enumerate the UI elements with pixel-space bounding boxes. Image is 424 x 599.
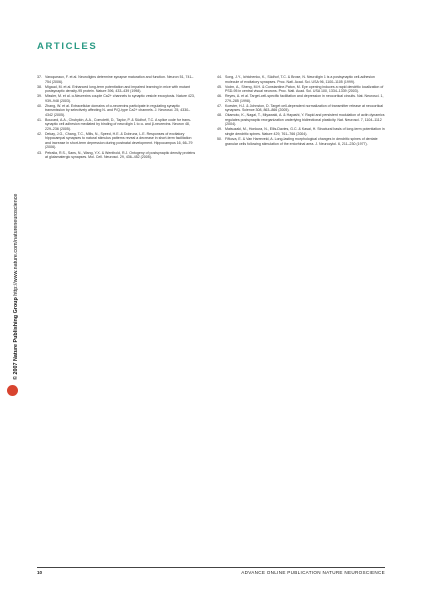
reference-number: 47.: [217, 103, 222, 108]
reference-text: Koester, H.J. & Johnston, D. Target cell-dependent normalization of transmitter release at neocortical synapses. Science 308, 863–866 (2005).: [225, 103, 384, 113]
reference-item: [217, 75, 385, 84]
reference-text: Fifkova, E. & Van Harreveld, A. Long-lasting morphological changes in dendritic spines of dentate granular cells following stimulation of the entorhinal area. J. Neurocytol. 6, 211–230 (1977).: [225, 137, 378, 146]
reference-item: [217, 94, 385, 103]
reference-item: [217, 85, 385, 94]
reference-item: [217, 127, 385, 136]
reference-text: Vodrn, A., Sheng, M.H. & Constantine-Paton, M. Eye opening induces a rapid dendritic localization of PSD-95 in central visual neurons. Proc. Natl. Acad. Sci. USA 100, 1334–1339 (2003).: [225, 84, 384, 94]
reference-item: [217, 104, 385, 113]
reference-item: [37, 94, 197, 103]
reference-number: 43.: [37, 150, 42, 155]
reference-number: 44.: [217, 75, 222, 79]
reference-number: 50.: [217, 137, 222, 142]
reference-number: 46.: [217, 94, 222, 99]
footer-rule: [37, 567, 385, 568]
sidebar-copyright: [13, 194, 19, 380]
references-left-column: [37, 75, 197, 160]
reference-item: [37, 118, 197, 132]
reference-text: Okamoto, K., Nagai, T., Miyawaki, A. & Hayashi, Y. Rapid and persistent modulation of actin dynamics regulates postsynaptic reorganization underlying bidirectional plasticity. Nat. Neurosci. 7, 1104–1112 (2004).: [225, 113, 385, 127]
reference-item: [37, 132, 197, 150]
reference-item: [217, 137, 385, 146]
sidebar-strip: [2, 70, 22, 490]
reference-number: 38.: [37, 84, 42, 89]
reference-text: Song, J.Y., Ichtchenko, K., Südhof, T.C. & Brose, N. Neuroligin 1 is a postsynaptic cell-adhesion molecule of excitatory synapses. Proc. Natl. Acad. Sci. USA 96, 1100–1105 (1999).: [225, 75, 375, 84]
reference-number: 39.: [37, 94, 42, 99]
publication-line: ADVANCE ONLINE PUBLICATION NATURE NEUROSCIENCE: [241, 570, 385, 575]
reference-number: 45.: [217, 84, 222, 89]
reference-text: Varoqueaux, F. et al. Neuroligins determine synapse maturation and function. Neuron 51, 741–754 (2006).: [45, 75, 194, 84]
reference-text: Petralia, R.S., Sans, N., Wang, Y.X. & Wenthold, R.J. Ontogeny of postsynaptic density proteins at glutamatergic synapses. Mol. Cell. Neurosci. 29, 436–452 (2005).: [45, 150, 196, 160]
reference-item: [37, 104, 197, 118]
copyright-text: © 2007 Nature Publishing Group: [13, 297, 19, 380]
reference-item: [37, 85, 197, 94]
section-label: ARTICLES: [37, 41, 98, 52]
reference-item: [37, 151, 197, 160]
reference-text: Matsuzaki, M., Honkura, N., Ellis-Davies, G.C. & Kasai, H. Structural basis of long-term potentiation in single dendritic spines. Nature 429, 761–766 (2004).: [225, 127, 385, 136]
reference-number: 41.: [37, 117, 42, 122]
reference-number: 40.: [37, 103, 42, 108]
npg-logo-icon: [7, 385, 18, 396]
reference-item: [37, 75, 197, 84]
reference-text: Boucard, A.A., Chubykin, A.A., Comoletti, D., Taylor, P. & Südhof, T.C. A splice code for trans-synaptic cell adhesion mediated by binding of neuroligin 1 to α- and β-neurexins. Neuron 48, 229–236 (2005).: [45, 117, 192, 131]
page-number: 10: [37, 570, 43, 575]
reference-text: Missler, M. et al. α-Neurexins couple Ca2+ channels to synaptic vesicle exocytosis. Nature 423, 939–948 (2003).: [45, 94, 195, 103]
reference-number: 48.: [217, 113, 222, 118]
reference-text: Zhang, W. et al. Extracellular domains of α-neurexins participate in regulating synaptic transmission by selectively affecting N- and P/Q-type Ca2+ channels. J. Neurosci. 25, 4330–4342 (2005).: [45, 103, 191, 117]
reference-text: Reyes, A. et al. Target-cell-specific facilitation and depression in neocortical circuits. Nat. Neurosci. 1, 279–285 (1998).: [225, 94, 384, 103]
reference-item: [217, 113, 385, 127]
references-right-column: [217, 75, 385, 147]
reference-number: 37.: [37, 75, 42, 79]
reference-number: 49.: [217, 127, 222, 132]
reference-text: Migaud, M. et al. Enhanced long-term potentiation and impaired learning in mice with mutant postsynaptic density-95 protein. Nature 396, 433–439 (1998).: [45, 84, 190, 94]
journal-url[interactable]: http://www.nature.com/natureneuroscience: [13, 193, 19, 296]
reference-text: Dekay, J.G., Chang, T.C., Mills, N., Speed, H.E. & Dobrunz, L.E. Responses of excitatory hippocampal synapses to natural stimulus patterns reveal a decrease in short-term facilitation and increase in short-term depression during postnatal development. Hippocampus 16, 66–79 (2006).: [45, 131, 193, 150]
reference-number: 42.: [37, 131, 42, 136]
